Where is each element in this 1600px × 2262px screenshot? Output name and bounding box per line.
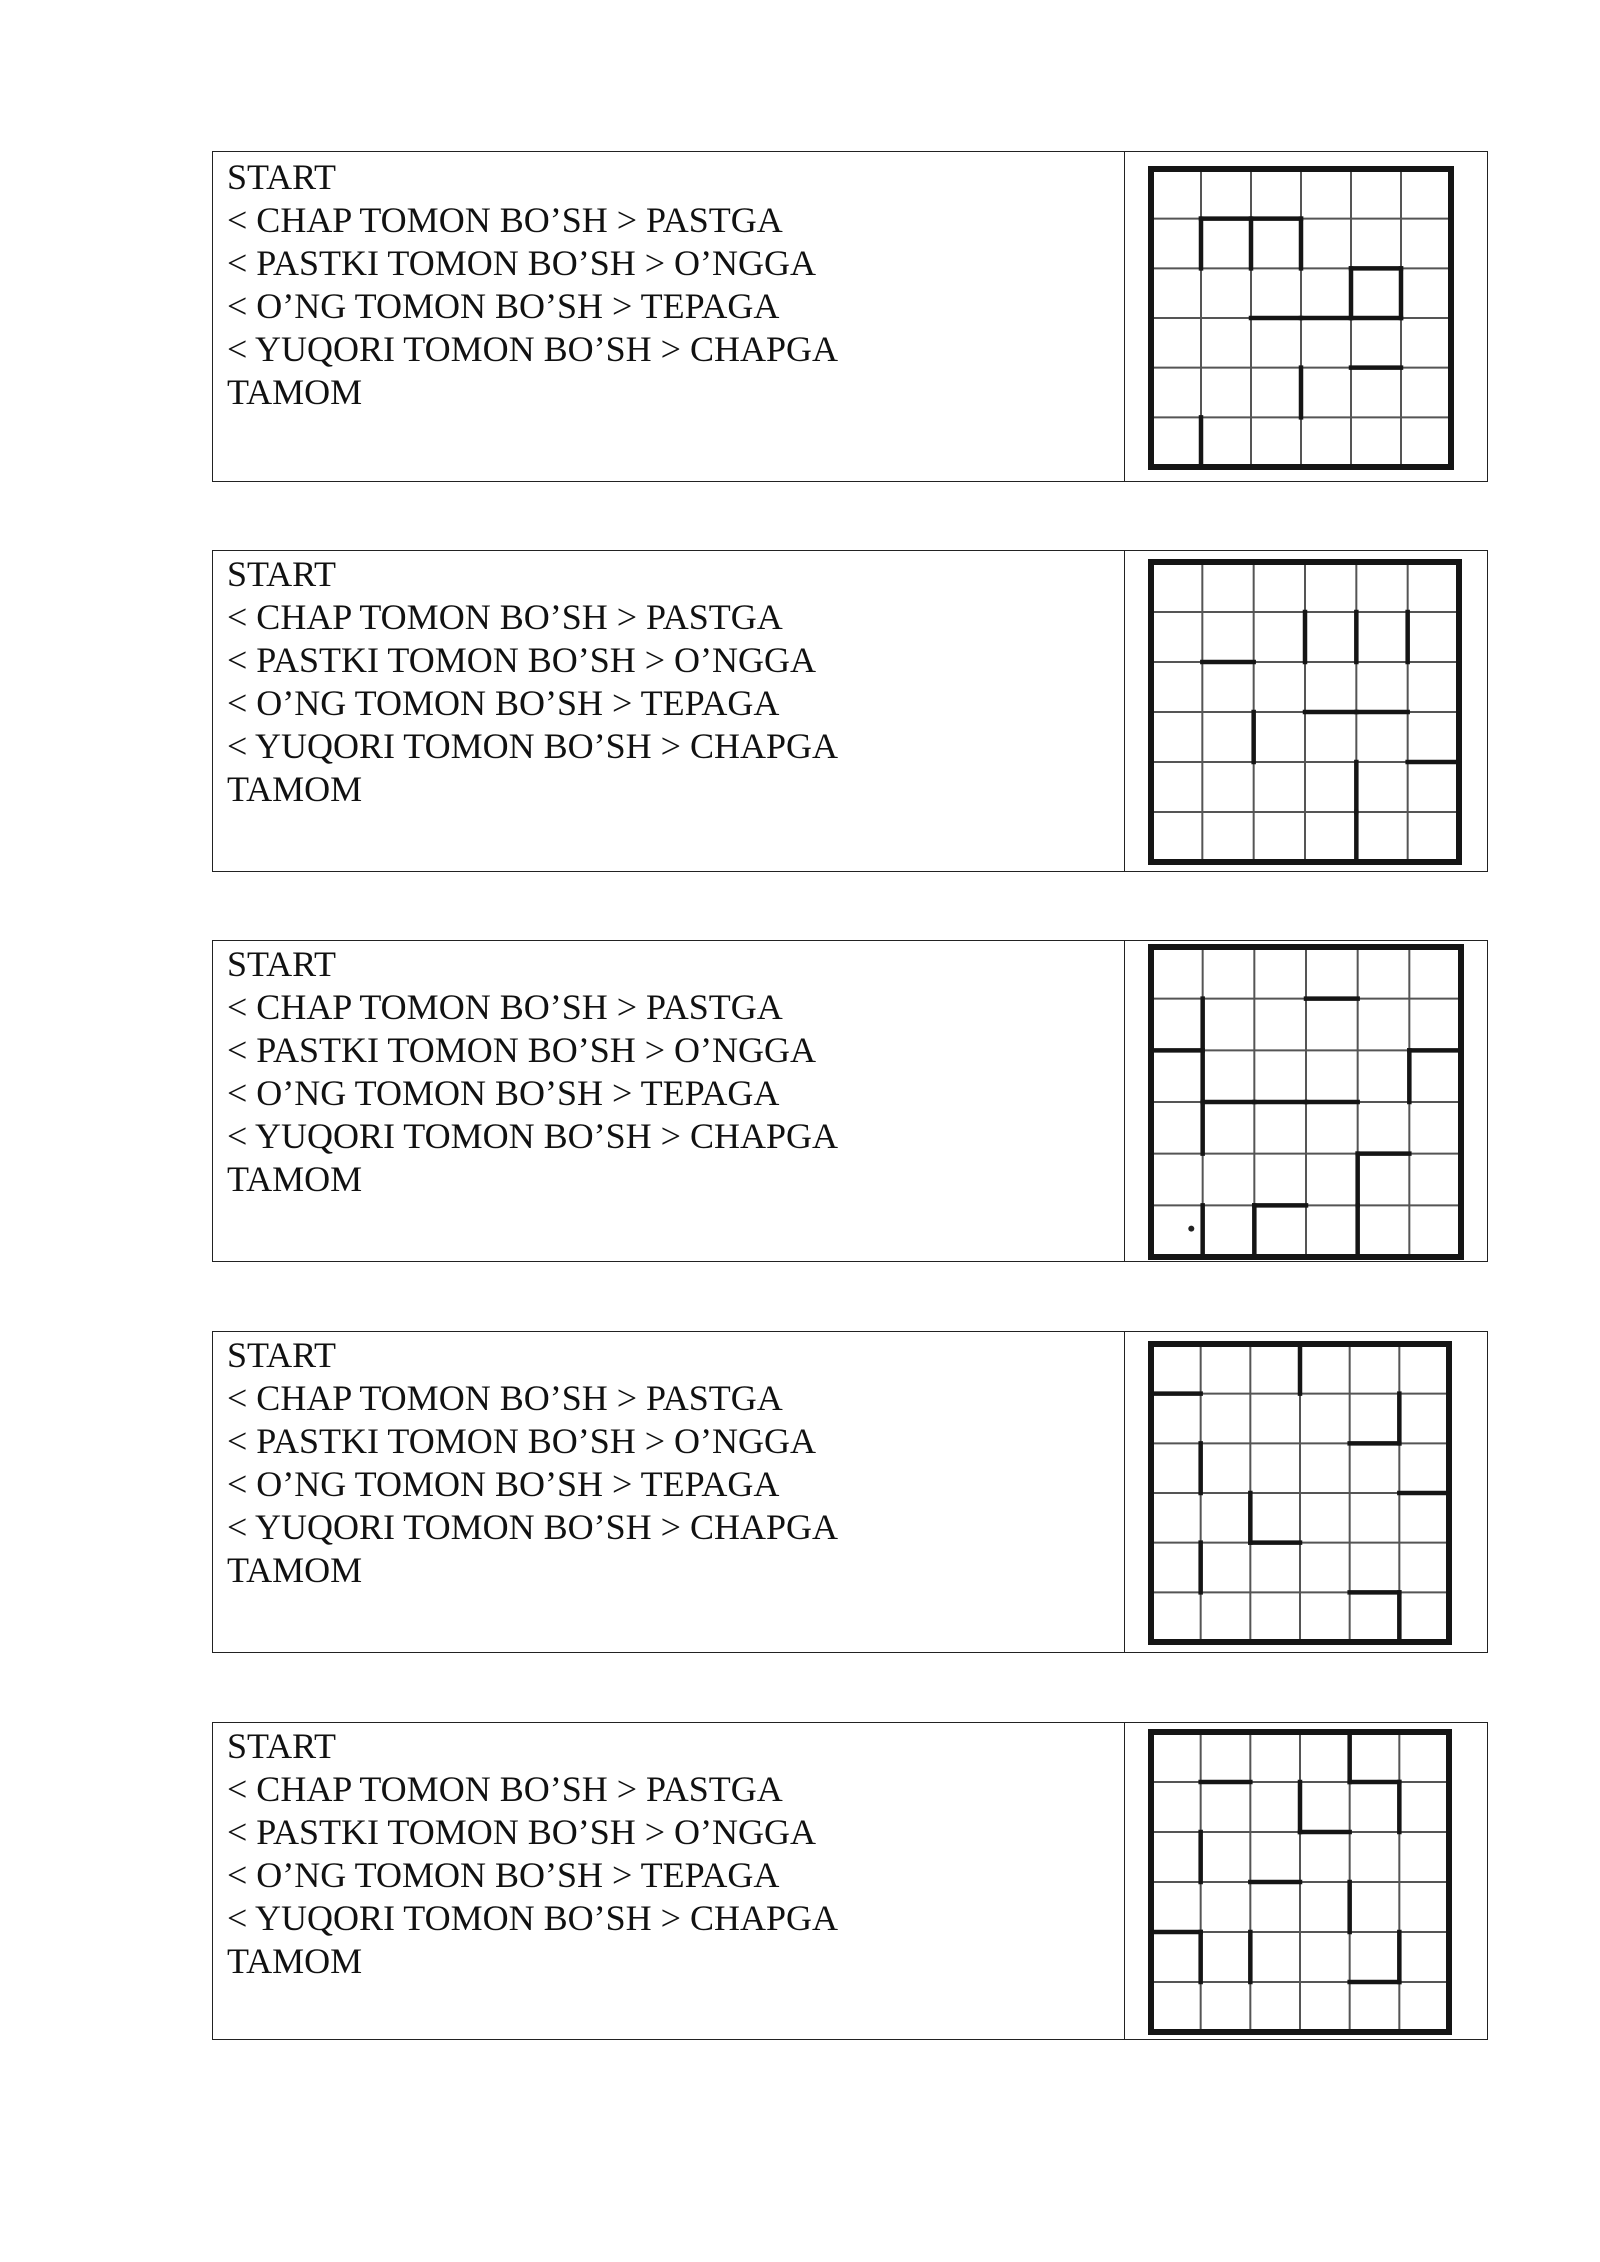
start-line: START bbox=[227, 157, 336, 197]
maze-cell bbox=[1125, 941, 1487, 1261]
maze-cell bbox=[1125, 551, 1487, 871]
rule-top-empty-line: < YUQORI TOMON BO’SH > CHAPGA bbox=[227, 1507, 838, 1547]
maze-grid bbox=[1147, 1340, 1453, 1646]
rule-bottom-empty-line: < PASTKI TOMON BO’SH > O’NGGA bbox=[227, 1421, 817, 1461]
instruction-card bbox=[212, 940, 1488, 1262]
end-line: TAMOM bbox=[227, 1550, 363, 1590]
rule-left-empty-line: < CHAP TOMON BO’SH > PASTGA bbox=[227, 1769, 783, 1809]
instruction-card bbox=[212, 1331, 1488, 1653]
instruction-text-cell bbox=[213, 551, 1125, 871]
end-line: TAMOM bbox=[227, 769, 363, 809]
maze-grid bbox=[1147, 165, 1455, 471]
rule-top-empty-line: < YUQORI TOMON BO’SH > CHAPGA bbox=[227, 329, 838, 369]
rule-left-empty-line: < CHAP TOMON BO’SH > PASTGA bbox=[227, 597, 783, 637]
start-line: START bbox=[227, 1335, 336, 1375]
instruction-card bbox=[212, 151, 1488, 482]
rule-right-empty-line: < O’NG TOMON BO’SH > TEPAGA bbox=[227, 1464, 780, 1504]
rule-bottom-empty-line: < PASTKI TOMON BO’SH > O’NGGA bbox=[227, 1030, 817, 1070]
start-line: START bbox=[227, 1726, 336, 1766]
rule-right-empty-line: < O’NG TOMON BO’SH > TEPAGA bbox=[227, 1073, 780, 1113]
maze-cell bbox=[1125, 1723, 1487, 2039]
rule-bottom-empty-line: < PASTKI TOMON BO’SH > O’NGGA bbox=[227, 1812, 817, 1852]
maze-cell bbox=[1125, 1332, 1487, 1652]
maze-grid bbox=[1147, 558, 1463, 866]
maze-cell bbox=[1125, 152, 1487, 481]
instruction-text-cell bbox=[213, 1723, 1125, 2039]
end-line: TAMOM bbox=[227, 1941, 363, 1981]
start-line: START bbox=[227, 944, 336, 984]
end-line: TAMOM bbox=[227, 1159, 363, 1199]
rule-top-empty-line: < YUQORI TOMON BO’SH > CHAPGA bbox=[227, 1898, 838, 1938]
rule-top-empty-line: < YUQORI TOMON BO’SH > CHAPGA bbox=[227, 726, 838, 766]
maze-grid bbox=[1147, 943, 1465, 1261]
instruction-text-cell bbox=[213, 941, 1125, 1261]
instruction-card bbox=[212, 550, 1488, 872]
instruction-card bbox=[212, 1722, 1488, 2040]
rule-left-empty-line: < CHAP TOMON BO’SH > PASTGA bbox=[227, 1378, 783, 1418]
maze-grid bbox=[1147, 1728, 1453, 2036]
end-line: TAMOM bbox=[227, 372, 363, 412]
rule-right-empty-line: < O’NG TOMON BO’SH > TEPAGA bbox=[227, 1855, 780, 1895]
instruction-text-cell bbox=[213, 1332, 1125, 1652]
rule-top-empty-line: < YUQORI TOMON BO’SH > CHAPGA bbox=[227, 1116, 838, 1156]
rule-bottom-empty-line: < PASTKI TOMON BO’SH > O’NGGA bbox=[227, 640, 817, 680]
start-line: START bbox=[227, 554, 336, 594]
rule-left-empty-line: < CHAP TOMON BO’SH > PASTGA bbox=[227, 200, 783, 240]
maze-dot bbox=[1188, 1226, 1194, 1232]
instruction-text-cell bbox=[213, 152, 1125, 481]
rule-left-empty-line: < CHAP TOMON BO’SH > PASTGA bbox=[227, 987, 783, 1027]
rule-bottom-empty-line: < PASTKI TOMON BO’SH > O’NGGA bbox=[227, 243, 817, 283]
rule-right-empty-line: < O’NG TOMON BO’SH > TEPAGA bbox=[227, 683, 780, 723]
rule-right-empty-line: < O’NG TOMON BO’SH > TEPAGA bbox=[227, 286, 780, 326]
